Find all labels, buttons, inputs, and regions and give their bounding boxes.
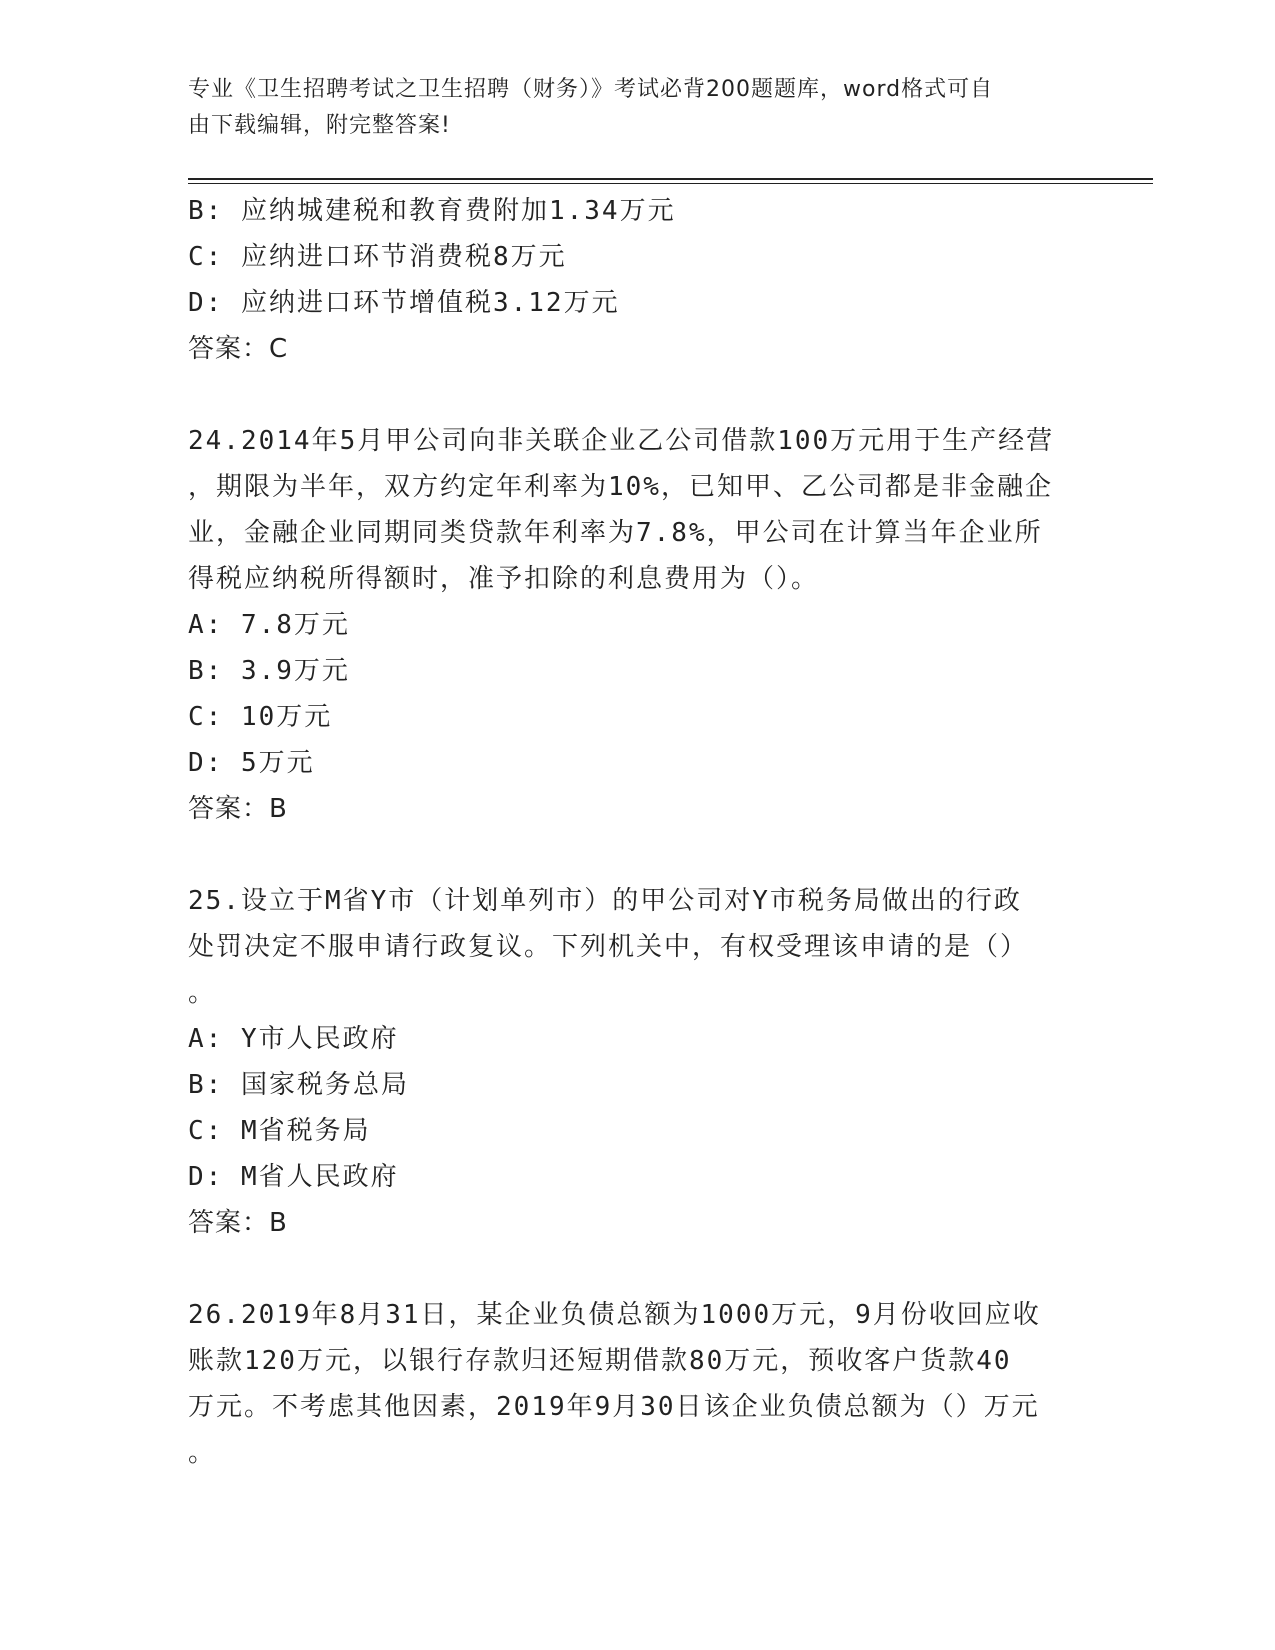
option-a: A: Y市人民政府 (188, 1024, 399, 1054)
question-24 (188, 418, 1088, 832)
question-text-line: ，期限为半年，双方约定年利率为10%，已知甲、乙公司都是非金融企 (188, 472, 1053, 502)
option-c: C: M省税务局 (188, 1116, 371, 1146)
option-b: B: 国家税务总局 (188, 1070, 409, 1100)
question-text-line: 24.2014年5月甲公司向非关联企业乙公司借款100万元用于生产经营 (188, 426, 1055, 456)
header-line-1: 专业《卫生招聘考试之卫生招聘（财务）》考试必背200题题库，word格式可自 (188, 77, 994, 102)
option-b: B: 3.9万元 (188, 656, 350, 686)
document-body (188, 188, 1088, 1476)
question-text-line: 处罚决定不服申请行政复议。下列机关中，有权受理该申请的是（） (188, 932, 1029, 962)
question-text-line: 业，金融企业同期同类贷款年利率为7.8%，甲公司在计算当年企业所 (188, 518, 1043, 548)
question-text-line: 账款120万元，以银行存款归还短期借款80万元，预收客户货款40 (188, 1346, 1012, 1376)
question-text-line: 得税应纳税所得额时，准予扣除的利息费用为（）。 (188, 564, 820, 594)
option-c: C: 10万元 (188, 702, 333, 732)
option-c: C: 应纳进口环节消费税8万元 (188, 242, 567, 272)
document-header (188, 72, 1088, 144)
header-rule-thin (188, 183, 1153, 184)
question-text-line: 25.设立于M省Y市（计划单列市）的甲公司对Y市税务局做出的行政 (188, 886, 1022, 916)
option-a: A: 7.8万元 (188, 610, 350, 640)
answer: 答案：C (188, 334, 289, 364)
question-26 (188, 1292, 1088, 1476)
option-d: D: 应纳进口环节增值税3.12万元 (188, 288, 620, 318)
question-text-line: 。 (188, 1438, 217, 1468)
question-text-line: 。 (188, 978, 217, 1008)
header-rule-thick (188, 178, 1153, 180)
question-text-line: 26.2019年8月31日，某企业负债总额为1000万元，9月份收回应收 (188, 1300, 1041, 1330)
question-25 (188, 878, 1088, 1246)
header-line-2: 由下载编辑，附完整答案! (188, 113, 451, 138)
answer: 答案：B (188, 794, 288, 824)
option-d: D: 5万元 (188, 748, 315, 778)
option-d: D: M省人民政府 (188, 1162, 399, 1192)
answer: 答案：B (188, 1208, 288, 1238)
question-text-line: 万元。不考虑其他因素，2019年9月30日该企业负债总额为（）万元 (188, 1392, 1040, 1422)
question-23-tail (188, 188, 1088, 372)
option-b: B: 应纳城建税和教育费附加1.34万元 (188, 196, 676, 226)
